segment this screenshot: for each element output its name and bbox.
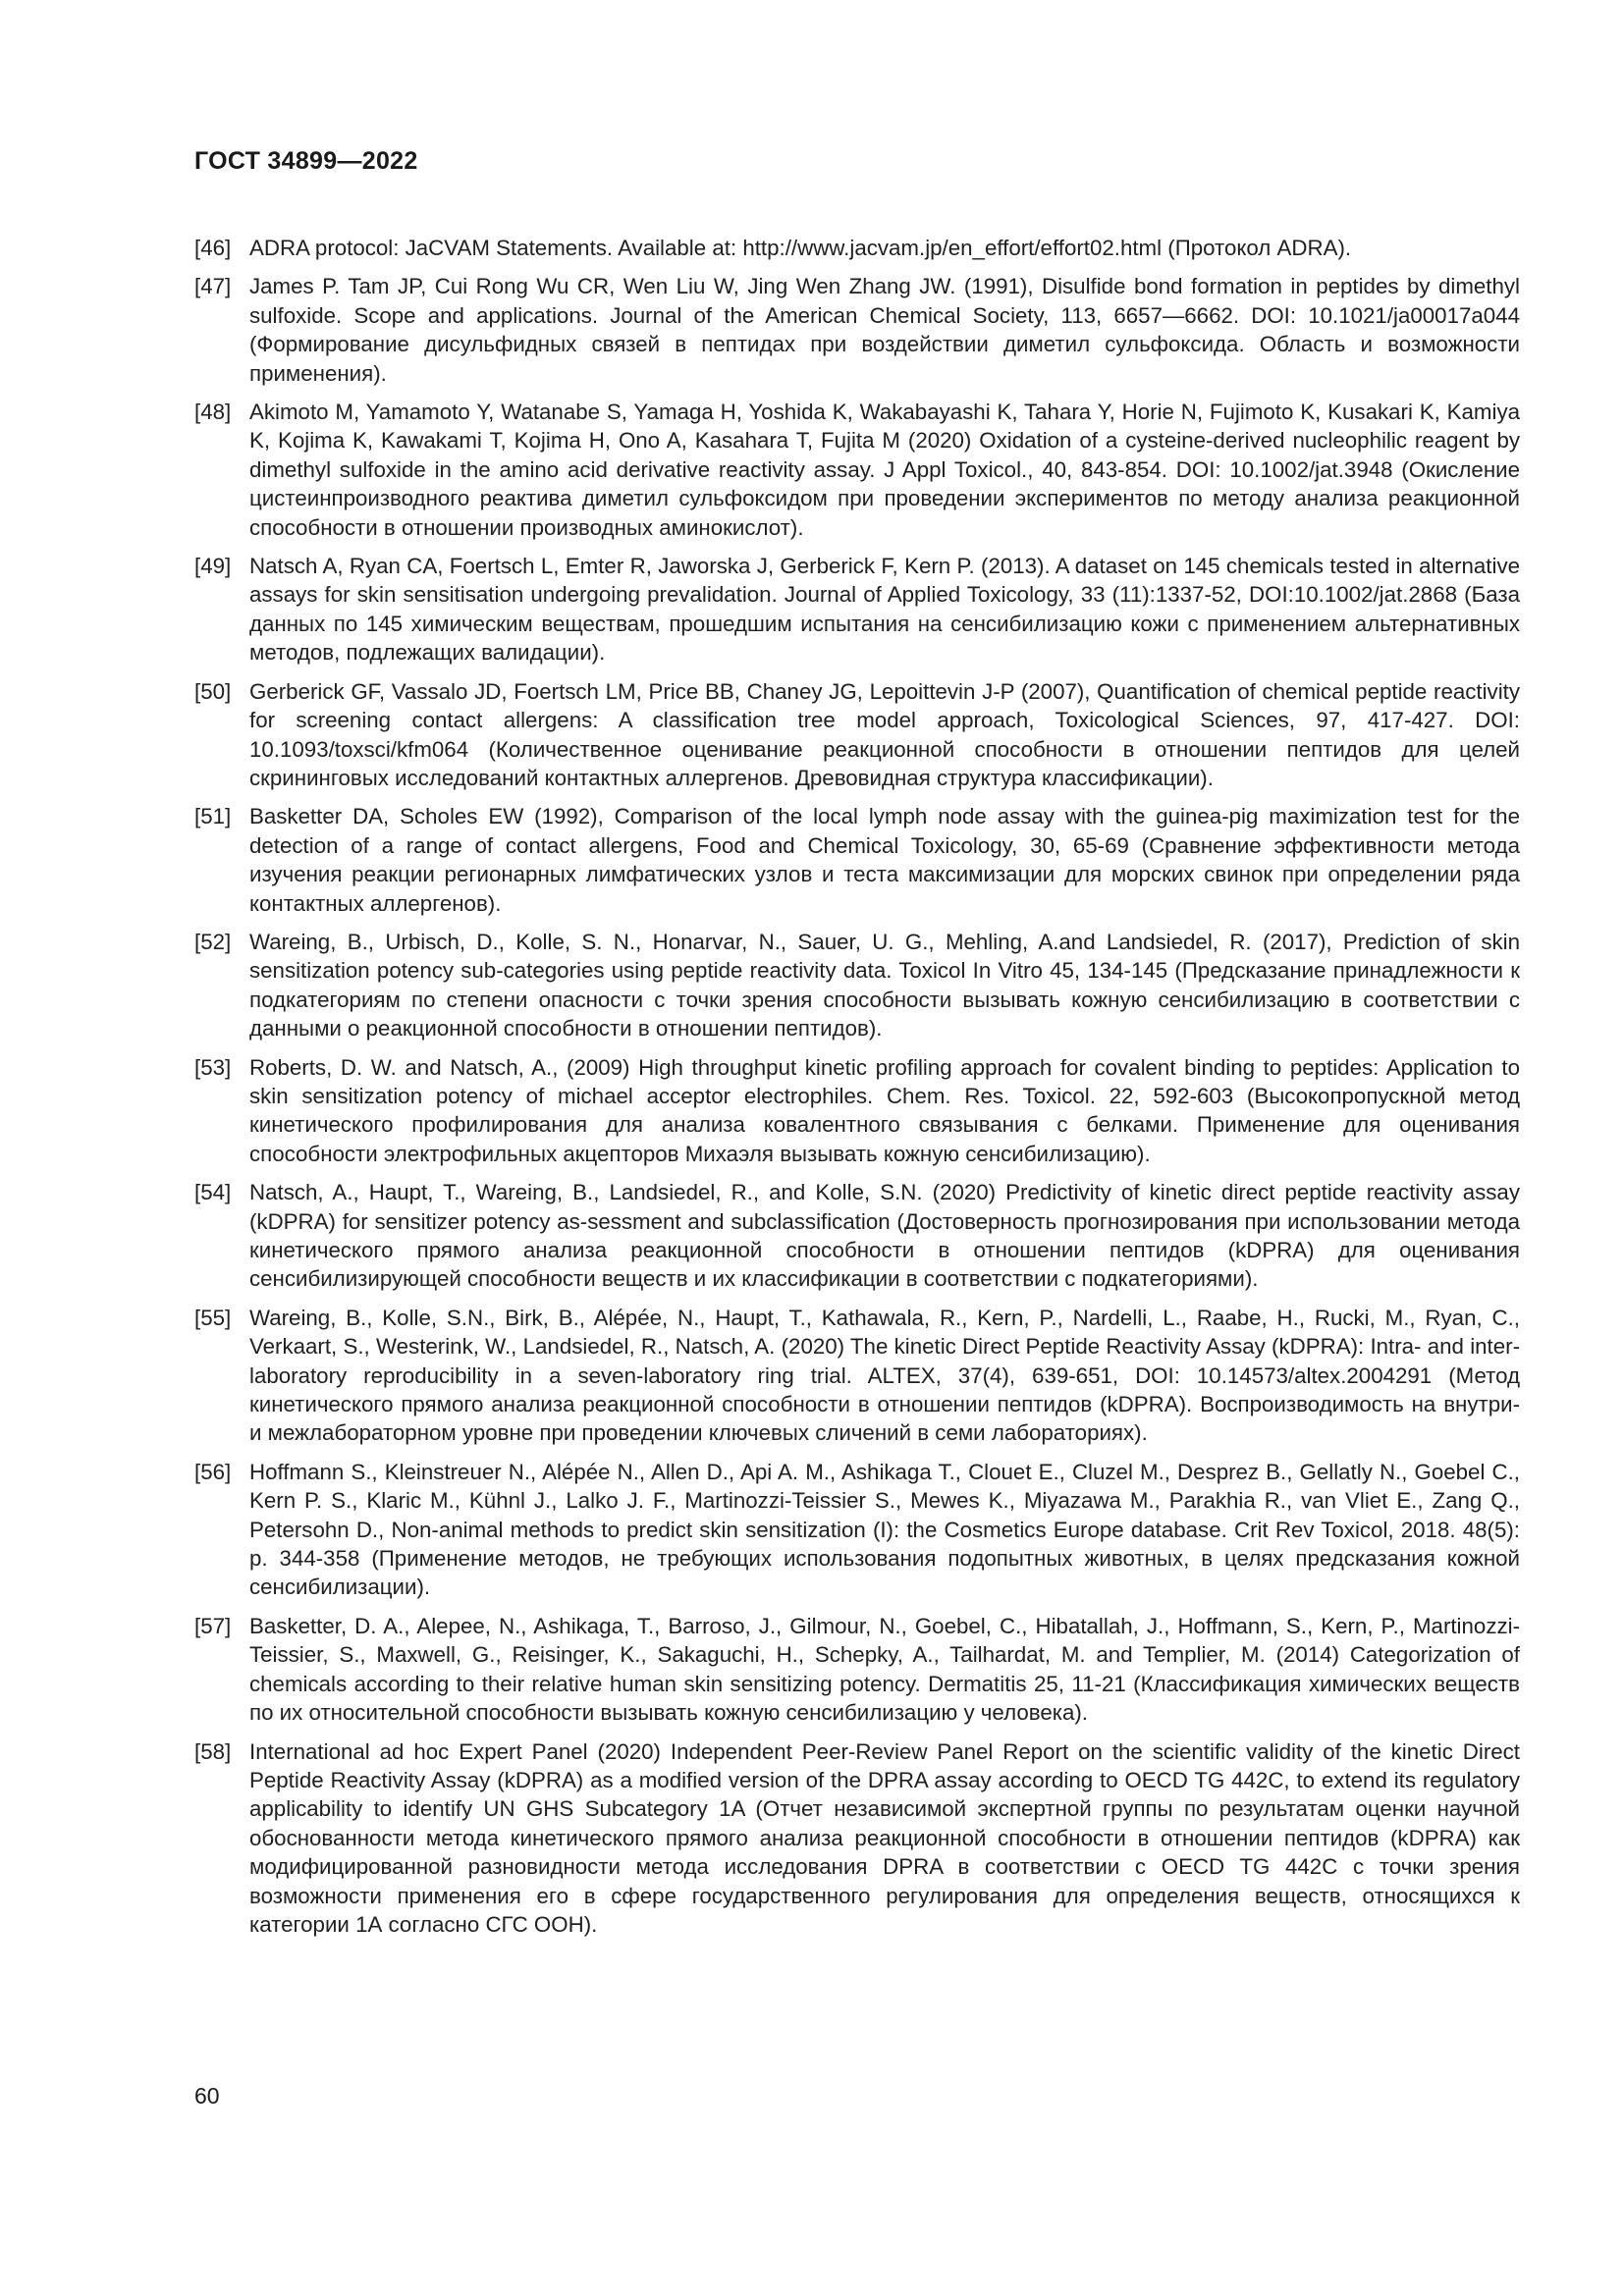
reference-number: [52]: [194, 929, 232, 954]
reference-text: International ad hoc Expert Panel (2020) Independent Peer-Review Panel Report on the scientific validity of the kinetic Direct Peptide Reactivity Assay (kDPRA) as a modified version of the DPRA assay according to OECD TG 442C, to extend its regulatory applicability to identify UN GHS Subcategory 1A (Отчет независимой экспертной группы по результатам оценки научной обоснованности метода кинетического прямого анализа реакционной способности в отношении пептидов (kDPRA) как модифицированной разновидности метода исследования DPRA в соответствии с OECD TG 442C с точки зрения возможности применения его в сфере государственного регулирования для определения веществ, относящихся к категории 1А согласно СГС ООН).: [249, 1738, 1520, 1937]
reference-text: Basketter, D. A., Alepee, N., Ashikaga, T., Barroso, J., Gilmour, N., Goebel, C., Hibatallah, J., Hoffmann, S., Kern, P., Martinozzi-Teissier, S., Maxwell, G., Reisinger, K., Sakaguchi, H., Schepky, A., Tailhardat, M. and Templier, M. (2014) Categorization of chemicals according to their relative human skin sensitizing potency. Dermatitis 25, 11-21 (Классификация химических веществ по их относительной способности вызывать кожную сенсибилизацию у человека).: [249, 1613, 1520, 1726]
reference-item: [194, 1612, 1520, 1728]
reference-text: Basketter DA, Scholes EW (1992), Comparison of the local lymph node assay with the guinea-pig maximization test for the detection of a range of contact allergens, Food and Chemical Toxicology, 30, 65-69 (Сравнение эффективности метода изучения реакции регионарных лимфатических узлов и теста максимизации для морских свинок при определении ряда контактных аллергенов).: [249, 804, 1520, 916]
reference-number: [57]: [194, 1613, 232, 1638]
reference-item: [194, 234, 1520, 262]
reference-item: [194, 1304, 1520, 1448]
reference-item: [194, 272, 1520, 388]
reference-number: [50]: [194, 678, 232, 704]
reference-text: James P. Tam JP, Cui Rong Wu CR, Wen Liu W, Jing Wen Zhang JW. (1991), Disulfide bond formation in peptides by dimethyl sulfoxide. Scope and applications. Journal of the American Chemical Society, 113, 6657—6662. DOI: 10.1021/ja00017a044 (Формирование дисульфидных связей в пептидах при воздействии диметил сульфоксида. Область и возможности применения).: [249, 274, 1520, 386]
reference-number: [47]: [194, 274, 232, 299]
reference-number: [54]: [194, 1180, 232, 1205]
reference-item: [194, 1178, 1520, 1294]
reference-number: [46]: [194, 236, 232, 260]
reference-item: [194, 1737, 1520, 1940]
reference-number: [55]: [194, 1305, 232, 1330]
reference-text: Natsch A, Ryan CA, Foertsch L, Emter R, Jaworska J, Gerberick F, Kern P. (2013). A dataset on 145 chemicals tested in alternative assays for skin sensitisation undergoing prevalidation. Journal of Applied Toxicology, 33 (11):1337-52, DOI:10.1002/jat.2868 (База данных по 145 химическим веществам, прошедшим испытания на сенсибилизацию кожи с применением альтернативных методов, подлежащих валидации).: [249, 554, 1520, 666]
reference-item: [194, 677, 1520, 793]
reference-item: [194, 1053, 1520, 1169]
reference-number: [53]: [194, 1054, 232, 1080]
reference-number: [51]: [194, 804, 232, 829]
reference-item: [194, 552, 1520, 667]
reference-number: [56]: [194, 1459, 232, 1484]
reference-text: Wareing, B., Urbisch, D., Kolle, S. N., Honarvar, N., Sauer, U. G., Mehling, A.and Landsiedel, R. (2017), Prediction of skin sensitization potency sub-categories using peptide reactivity data. Toxicol In Vitro 45, 134-145 (Предсказание принадлежности к подкатегориям по степени опасности с точки зрения способности вызывать кожную сенсибилизацию в соответствии с данными о реакционной способности в отношении пептидов).: [249, 929, 1520, 1041]
reference-text: Roberts, D. W. and Natsch, A., (2009) High throughput kinetic profiling approach for covalent binding to peptides: Application to skin sensitization potency of michael acceptor electrophiles. Chem. Res. Toxicol. 22, 592-603 (Высокопропускной метод кинетического профилирования для анализа ковалентного связывания с белками. Применение для оценивания способности электрофильных акцепторов Михаэля вызывать кожную сенсибилизацию).: [249, 1054, 1520, 1166]
reference-text: Natsch, A., Haupt, T., Wareing, B., Landsiedel, R., and Kolle, S.N. (2020) Predictivity of kinetic direct peptide reactivity assay (kDPRA) for sensitizer potency as-sessment and subclassification (Достоверность прогнозирования при использовании метода кинетического прямого анализа реакционной способности в отношении пептидов (kDPRA) для оценивания сенсибилизирующей способности веществ и их классификации в соответствии с подкатегориями).: [249, 1180, 1520, 1292]
page-number: 60: [194, 2083, 220, 2109]
reference-item: [194, 802, 1520, 918]
document-header: ГОСТ 34899—2022: [194, 147, 418, 175]
reference-text: Akimoto M, Yamamoto Y, Watanabe S, Yamaga H, Yoshida K, Wakabayashi K, Tahara Y, Horie N, Fujimoto K, Kusakari K, Kamiya K, Kojima K, Kawakami T, Kojima H, Ono A, Kasahara T, Fujita M (2020) Oxidation of a cysteine-derived nucleophilic reagent by dimethyl sulfoxide in the amino acid derivative reactivity assay. J Appl Toxicol., 40, 843-854. DOI: 10.1002/jat.3948 (Окисление цистеинпроизводного реактива диметил сульфоксидом при проведении экспериментов по методу анализа реакционной способности в отношении производных аминокислот).: [249, 400, 1520, 540]
reference-item: [194, 398, 1520, 542]
reference-item: [194, 928, 1520, 1043]
reference-text: Wareing, B., Kolle, S.N., Birk, B., Alépée, N., Haupt, T., Kathawala, R., Kern, P., Nardelli, L., Raabe, H., Rucki, M., Ryan, C., Verkaart, S., Westerink, W., Landsiedel, R., Natsch, A. (2020) The kinetic Direct Peptide Reactivity Assay (kDPRA): Intra- and inter-laboratory reproducibility in a seven-laboratory ring trial. ALTEX, 37(4), 639-651, DOI: 10.14573/altex.2004291 (Метод кинетического прямого анализа реакционной способности в отношении пептидов (kDPRA). Воспроизводимость на внутри- и межлабораторном уровне при проведении ключевых сличений в семи лабораториях).: [249, 1305, 1520, 1446]
reference-number: [58]: [194, 1738, 232, 1764]
reference-text: ADRA protocol: JaCVAM Statements. Available at: http://www.jacvam.jp/en_effort/effort02.html (Протокол ADRA).: [249, 236, 1352, 260]
reference-number: [48]: [194, 400, 232, 425]
reference-list: [194, 234, 1520, 1949]
reference-item: [194, 1458, 1520, 1602]
reference-text: Hoffmann S., Kleinstreuer N., Alépée N., Allen D., Api A. M., Ashikaga T., Clouet E., Cluzel M., Desprez B., Gellatly N., Goebel C., Kern P. S., Klaric M., Kühnl J., Lalko J. F., Martinozzi-Teissier S., Mewes K., Miyazawa M., Parakhia R., van Vliet E., Zang Q., Petersohn D., Non-animal methods to predict skin sensitization (I): the Cosmetics Europe database. Crit Rev Toxicol, 2018. 48(5): p. 344-358 (Применение методов, не требующих использования подопытных животных, в целях предсказания кожной сенсибилизации).: [249, 1459, 1520, 1600]
reference-number: [49]: [194, 554, 232, 579]
reference-text: Gerberick GF, Vassalo JD, Foertsch LM, Price BB, Chaney JG, Lepoittevin J-P (2007), Quantification of chemical peptide reactivity for screening contact allergens: A classification tree model approach, Toxicological Sciences, 97, 417-427. DOI: 10.1093/toxsci/kfm064 (Количественное оценивание реакционной способности в отношении пептидов для целей скрининговых исследований контактных аллергенов. Древовидная структура классификации).: [249, 678, 1520, 790]
